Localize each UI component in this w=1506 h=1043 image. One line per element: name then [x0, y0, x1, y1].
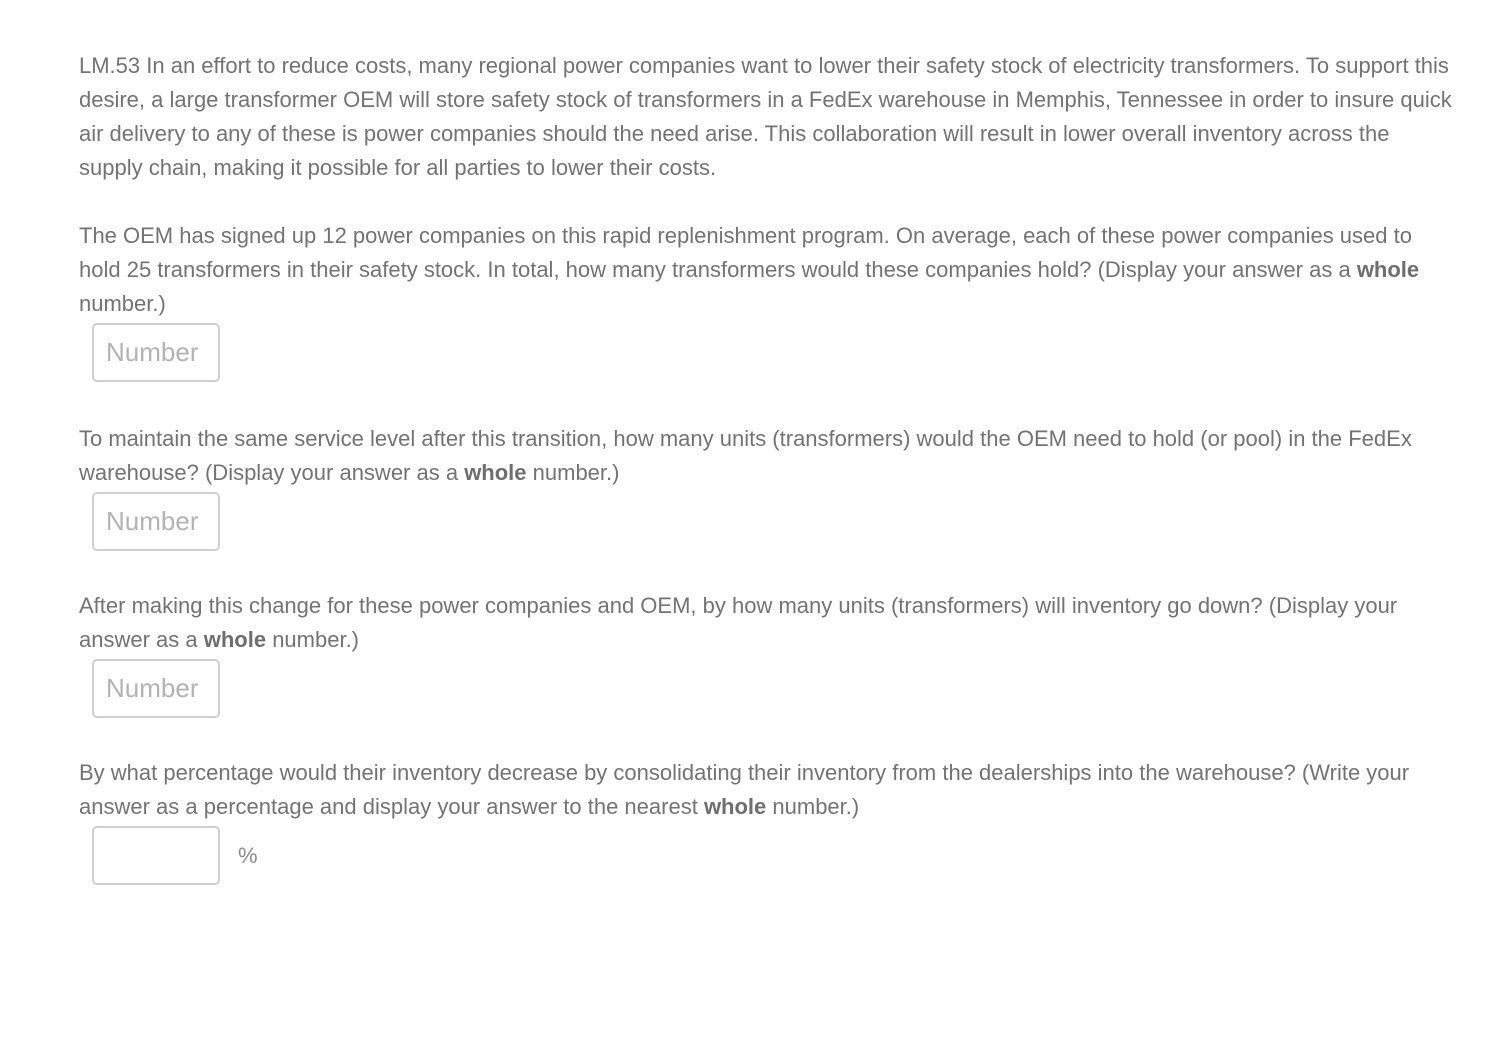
answer-input-3[interactable]	[92, 659, 220, 718]
answer-input-1[interactable]	[92, 323, 220, 382]
question-2-text: To maintain the same service level after this transition, how many units (transformers) would the OEM need to hold (or pool) in the FedEx warehouse? (Display your answer as a whole number.)	[79, 426, 1412, 485]
percentage-input[interactable]	[92, 826, 220, 885]
question-3	[79, 589, 1459, 718]
emphasis-whole: whole	[464, 460, 527, 485]
answer-row-1	[92, 323, 1459, 382]
emphasis-whole: whole	[1356, 257, 1420, 282]
answer-row-2	[92, 492, 1459, 551]
emphasis-whole: whole	[203, 627, 267, 652]
question-3-text: After making this change for these power companies and OEM, by how many units (transformers) will inventory go down? (Display your answer as a whole number.)	[79, 593, 1398, 652]
question-1-text: The OEM has signed up 12 power companies on this rapid replenishment program. On average, each of these power companies used to hold 25 transformers in their safety stock. In total, how many transformers would these companies hold? (Display your answer as a whole number.)	[79, 223, 1420, 316]
emphasis-whole: whole	[703, 794, 767, 819]
answer-row-3	[92, 659, 1459, 718]
question-content	[79, 49, 1459, 885]
problem-intro: LM.53 In an effort to reduce costs, many regional power companies want to lower their safety stock of electricity transformers. To support this desire, a large transformer OEM will store safety stock of transformers in a FedEx warehouse in Memphis, Tennessee in order to insure quick air delivery to any of these is power companies should the need arise. This collaboration will result in lower overall inventory across the supply chain, making it possible for all parties to lower their costs.	[79, 53, 1452, 180]
question-4-text: By what percentage would their inventory decrease by consolidating their inventory from the dealerships into the warehouse? (Write your answer as a percentage and display your answer to the nearest whole number.)	[79, 760, 1410, 819]
question-2	[79, 422, 1459, 551]
question-4	[79, 756, 1459, 885]
question-1	[79, 219, 1459, 382]
percent-unit-label: %	[238, 842, 258, 868]
answer-row-4	[92, 826, 1459, 885]
answer-input-2[interactable]	[92, 492, 220, 551]
